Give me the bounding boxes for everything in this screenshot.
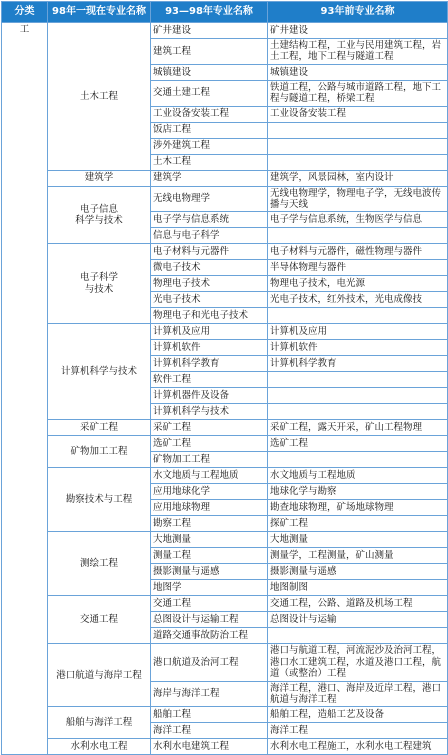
major-93-98-cell: 饭店工程: [151, 122, 268, 138]
major-pre-93-cell: 总图设计与运输: [268, 612, 448, 628]
major-pre-93-cell: [268, 154, 448, 170]
major-93-98-cell: 勘察工程: [151, 516, 268, 532]
major-pre-93-cell: 选矿工程: [268, 436, 448, 452]
major-pre-93-cell: 光电子技术，红外技术，光电成像技: [268, 292, 448, 308]
major-93-98-cell: 计算机器件及设备: [151, 388, 268, 404]
major-pre-93-cell: 探矿工程: [268, 516, 448, 532]
major-93-98-cell: 港口航道及治河工程: [151, 644, 268, 681]
table-row: [2, 436, 448, 452]
major-93-98-cell: 水文地质与工程地质: [151, 468, 268, 484]
major-93-98-cell: 交通土建工程: [151, 80, 268, 106]
major-93-98-cell: 地图学: [151, 580, 268, 596]
major-93-98-cell: 信息与电子科学: [151, 228, 268, 244]
major-93-98-cell: 矿井建设: [151, 23, 268, 39]
major-93-98-cell: 光电子技术: [151, 292, 268, 308]
major-93-98-cell: 摄影测量与遥感: [151, 564, 268, 580]
header-category: 分类: [2, 2, 48, 23]
major-93-98-cell: 矿物加工工程: [151, 452, 268, 468]
major-pre-93-cell: 计算机软件: [268, 340, 448, 356]
major-93-98-cell: 无线电物理学: [151, 186, 268, 212]
major-pre-93-cell: 物理电子技术，电光源: [268, 276, 448, 292]
table-row: [2, 468, 448, 484]
major-93-98-cell: 船舶工程: [151, 707, 268, 723]
major-pre-93-cell: [268, 452, 448, 468]
major-group-cell: 采矿工程: [48, 420, 151, 436]
major-93-98-cell: 应用地球物理: [151, 500, 268, 516]
major-group-cell: 矿物加工工程: [48, 436, 151, 468]
major-93-98-cell: 总图设计与运输工程: [151, 612, 268, 628]
table-row: [2, 739, 448, 755]
major-pre-93-cell: 勘查地球物理，矿场地球物理: [268, 500, 448, 516]
major-pre-93-cell: [268, 388, 448, 404]
table-row: [2, 532, 448, 548]
major-group-cell: 船舶与海洋工程: [48, 707, 151, 739]
table-row: [2, 23, 448, 39]
major-pre-93-cell: 半导体物理与器件: [268, 260, 448, 276]
major-pre-93-cell: 港口与航道工程，河流泥沙及治河工程，港口水工建筑工程，水道及港口工程，航道（或整治）工程: [268, 644, 448, 681]
major-93-98-cell: 物理电子和光电子技术: [151, 308, 268, 324]
major-pre-93-cell: [268, 372, 448, 388]
header-93-98-major: 93—98年专业名称: [151, 2, 268, 23]
major-93-98-cell: 计算机软件: [151, 340, 268, 356]
major-pre-93-cell: [268, 228, 448, 244]
major-93-98-cell: 建筑学: [151, 170, 268, 186]
major-93-98-cell: 土木工程: [151, 154, 268, 170]
major-group-cell: 交通工程: [48, 596, 151, 644]
major-group-cell: 港口航道与海岸工程: [48, 644, 151, 707]
major-group-cell: 电子科学 与技术: [48, 244, 151, 324]
major-group-cell: 计算机科学与技术: [48, 324, 151, 420]
major-pre-93-cell: 工业设备安装工程: [268, 106, 448, 122]
major-93-98-cell: 计算机及应用: [151, 324, 268, 340]
major-93-98-cell: 道路交通事故防治工程: [151, 628, 268, 644]
major-pre-93-cell: [268, 308, 448, 324]
major-pre-93-cell: 水文地质与工程地质: [268, 468, 448, 484]
major-93-98-cell: 电子材料与元器件: [151, 244, 268, 260]
major-group-cell: 水利水电工程: [48, 739, 151, 755]
major-pre-93-cell: [268, 122, 448, 138]
major-93-98-cell: 电子学与信息系统: [151, 212, 268, 228]
table-row: [2, 244, 448, 260]
major-93-98-cell: 物理电子技术: [151, 276, 268, 292]
major-group-cell: 电子信息 科学与技术: [48, 186, 151, 244]
major-93-98-cell: 工业设备安装工程: [151, 106, 268, 122]
major-93-98-cell: 微电子技术: [151, 260, 268, 276]
major-93-98-cell: 涉外建筑工程: [151, 138, 268, 154]
table-row: [2, 170, 448, 186]
major-93-98-cell: 选矿工程: [151, 436, 268, 452]
major-93-98-cell: 测量工程: [151, 548, 268, 564]
major-93-98-cell: 采矿工程: [151, 420, 268, 436]
table-row: [2, 707, 448, 723]
major-93-98-cell: 城镇建设: [151, 64, 268, 80]
major-comparison-table: [1, 1, 448, 755]
major-93-98-cell: 交通工程: [151, 596, 268, 612]
major-93-98-cell: 计算机科学与技术: [151, 404, 268, 420]
major-pre-93-cell: 地图制图: [268, 580, 448, 596]
major-pre-93-cell: 城镇建设: [268, 64, 448, 80]
major-pre-93-cell: 海洋工程: [268, 723, 448, 739]
major-pre-93-cell: 水利水电工程施工，水利水电工程建筑: [268, 739, 448, 755]
major-pre-93-cell: 海洋工程，港口、海岸及近岸工程，港口航道与海洋工程: [268, 681, 448, 707]
table-row: [2, 420, 448, 436]
table-row: [2, 324, 448, 340]
major-group-cell: 土木工程: [48, 23, 151, 171]
category-column-cell: 工: [2, 23, 48, 755]
major-93-98-cell: 应用地球化学: [151, 484, 268, 500]
major-pre-93-cell: 土建结构工程，工业与民用建筑工程，岩土工程，地下工程与隧道工程: [268, 39, 448, 65]
major-pre-93-cell: 船舶工程，造船工艺及设备: [268, 707, 448, 723]
major-pre-93-cell: 大地测量: [268, 532, 448, 548]
major-pre-93-cell: 无线电物理学，物理电子学，无线电波传播与天线: [268, 186, 448, 212]
major-93-98-cell: 软件工程: [151, 372, 268, 388]
major-pre-93-cell: 计算机及应用: [268, 324, 448, 340]
major-93-98-cell: 海岸与海洋工程: [151, 681, 268, 707]
table-row: [2, 644, 448, 681]
table-header-row: [2, 2, 448, 23]
major-pre-93-cell: 计算机科学教育: [268, 356, 448, 372]
major-pre-93-cell: 建筑学，风景园林，室内设计: [268, 170, 448, 186]
header-pre-93-major: 93年前专业名称: [268, 2, 448, 23]
major-pre-93-cell: 交通工程，公路、道路及机场工程: [268, 596, 448, 612]
major-pre-93-cell: 地球化学与勘察: [268, 484, 448, 500]
major-pre-93-cell: [268, 628, 448, 644]
major-pre-93-cell: 测量学，工程测量，矿山测量: [268, 548, 448, 564]
major-pre-93-cell: 采矿工程，露天开采，矿山工程物理: [268, 420, 448, 436]
major-93-98-cell: 建筑工程: [151, 39, 268, 65]
table-row: [2, 596, 448, 612]
header-current-major: 98年一现在专业名称: [48, 2, 151, 23]
major-93-98-cell: 水利水电建筑工程: [151, 739, 268, 755]
major-pre-93-cell: 矿井建设: [268, 23, 448, 39]
table-body: [2, 23, 448, 755]
table-row: [2, 186, 448, 212]
major-group-cell: 测绘工程: [48, 532, 151, 596]
major-93-98-cell: 大地测量: [151, 532, 268, 548]
major-pre-93-cell: 电子材料与元器件，磁性物理与器件: [268, 244, 448, 260]
major-pre-93-cell: [268, 138, 448, 154]
major-pre-93-cell: 摄影测量与遥感: [268, 564, 448, 580]
major-93-98-cell: 海洋工程: [151, 723, 268, 739]
major-pre-93-cell: [268, 404, 448, 420]
major-pre-93-cell: 铁道工程，公路与城市道路工程，地下工程与隧道工程，桥梁工程: [268, 80, 448, 106]
major-group-cell: 建筑学: [48, 170, 151, 186]
major-93-98-cell: 计算机科学教育: [151, 356, 268, 372]
major-pre-93-cell: 电子学与信息系统，生物医学与信息: [268, 212, 448, 228]
major-group-cell: 勘察技术与工程: [48, 468, 151, 532]
